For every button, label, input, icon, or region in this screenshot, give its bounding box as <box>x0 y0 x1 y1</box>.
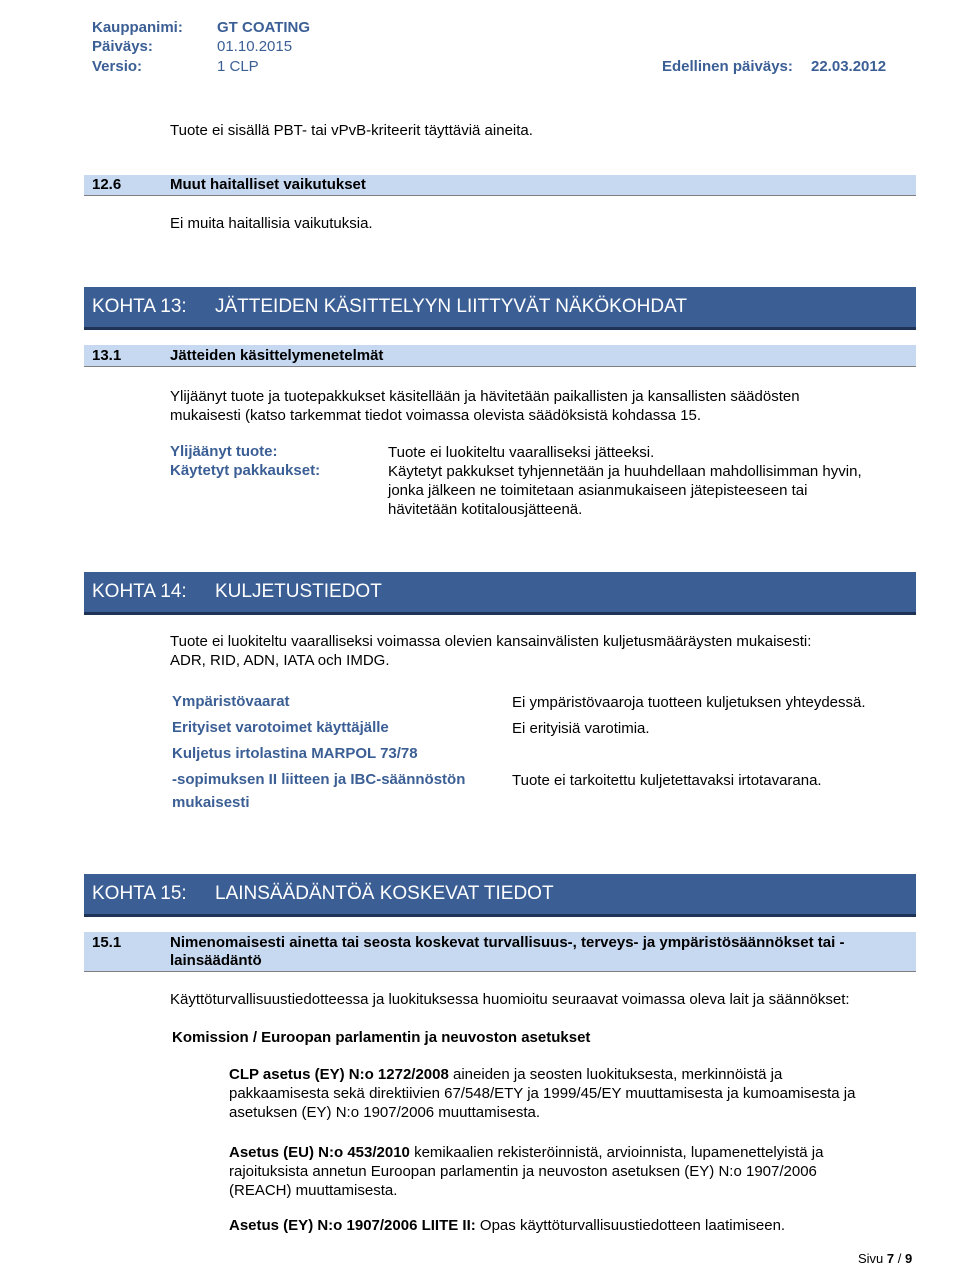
transport-paragraph-line-2: ADR, RID, ADN, IATA och IMDG. <box>170 652 390 669</box>
subsection-title: Jätteiden käsittelymenetelmät <box>170 347 384 364</box>
pbt-statement: Tuote ei sisällä PBT- tai vPvB-kriteerit täyttäviä aineita. <box>170 122 533 139</box>
clp-regulation-desc: aineiden ja seosten luokituksesta, merkinnöistä ja <box>453 1066 783 1083</box>
subsection-title-line-1: Nimenomaisesti ainetta tai seosta koskevat turvallisuus-, terveys- ja ympäristösäännökset tai - <box>170 934 845 951</box>
reg-453-desc: kemikaalien rekisteröinnistä, arvioinnista, lupamenettelyistä ja <box>414 1144 824 1161</box>
reg-annex-ii-line <box>229 1216 785 1235</box>
subsection-title: Muut haitalliset vaikutukset <box>170 176 366 193</box>
clp-regulation-line-1 <box>229 1065 913 1084</box>
section-title: KULJETUSTIEDOT <box>215 581 382 602</box>
section-13-bar <box>84 287 916 330</box>
page-number <box>858 1251 912 1266</box>
date-value: 01.10.2015 <box>217 38 293 55</box>
section-number: KOHTA 13: <box>92 296 187 317</box>
version-label: Versio: <box>92 58 143 75</box>
used-packaging-label: Käytetyt pakkaukset: <box>170 462 321 479</box>
date-label: Päiväys: <box>92 38 153 55</box>
used-packaging-value-line-3: hävitetään kotitalousjätteenä. <box>388 501 583 518</box>
regulations-heading: Komission / Euroopan parlamentin ja neuvoston asetukset <box>172 1029 591 1046</box>
subsection-number: 15.1 <box>92 934 122 951</box>
other-effects-text: Ei muita haitallisia vaikutuksia. <box>170 215 373 232</box>
section-title: JÄTTEIDEN KÄSITTELYYN LIITTYVÄT NÄKÖKOHDAT <box>215 296 687 317</box>
company-value: GT COATING <box>217 19 311 36</box>
transport-label-accordance: mukaisesti <box>172 794 250 811</box>
leftover-product-label: Ylijäänyt tuote: <box>170 443 278 460</box>
section-15-bar <box>84 874 916 917</box>
subsection-number: 12.6 <box>92 176 122 193</box>
transport-label-ibc: -sopimuksen II liitteen ja IBC-säännöstön <box>172 771 466 788</box>
page-total: 9 <box>905 1251 913 1266</box>
waste-paragraph-line-1: Ylijäänyt tuote ja tuotepakkukset käsitellään ja hävitetään paikallisten ja kansallisten säädösten <box>170 388 800 405</box>
transport-paragraph-line-1: Tuote ei luokiteltu vaaralliseksi voimassa olevien kansainvälisten kuljetusmääräysten mukaisesti: <box>170 633 812 650</box>
reg-453-line-1 <box>229 1143 913 1162</box>
subsection-title-line-2: lainsäädäntö <box>170 952 262 969</box>
transport-label-marpol: Kuljetus irtolastina MARPOL 73/78 <box>172 745 418 762</box>
section-number: KOHTA 14: <box>92 581 187 602</box>
section-title: LAINSÄÄDÄNTÖÄ KOSKEVAT TIEDOT <box>215 883 554 904</box>
transport-label-precautions: Erityiset varotoimet käyttäjälle <box>172 719 389 736</box>
page-label: Sivu <box>858 1251 884 1266</box>
company-label: Kauppanimi: <box>92 19 183 36</box>
previous-date-value: 22.03.2012 <box>811 58 887 75</box>
transport-label-environment: Ympäristövaarat <box>172 693 290 710</box>
leftover-product-value: Tuote ei luokiteltu vaaralliseksi jätteeksi. <box>388 444 655 461</box>
subsection-number: 13.1 <box>92 347 122 364</box>
page-current: 7 <box>886 1251 895 1266</box>
subsection-12-6-bar <box>84 175 916 196</box>
reg-annex-ii-title: Asetus (EY) N:o 1907/2006 LIITE II: <box>229 1217 476 1234</box>
transport-value-bulk: Tuote ei tarkoitettu kuljetettavaksi irtotavarana. <box>512 772 822 789</box>
subsection-15-1-bar <box>84 932 916 972</box>
page-separator: / <box>897 1251 902 1266</box>
used-packaging-value-line-1: Käytetyt pakkukset tyhjennetään ja huuhdellaan mahdollisimman hyvin, <box>388 463 862 480</box>
section-number: KOHTA 15: <box>92 883 187 904</box>
previous-date-label: Edellinen päiväys: <box>662 58 793 75</box>
clp-regulation-line-3: asetuksen (EY) N:o 1907/2006 muuttamisesta. <box>229 1104 541 1121</box>
regulations-intro: Käyttöturvallisuustiedotteessa ja luokituksessa huomioitu seuraavat voimassa oleva lait ja säännökset: <box>170 991 850 1008</box>
section-14-bar <box>84 572 916 615</box>
reg-453-line-3: (REACH) muuttamisesta. <box>229 1182 398 1199</box>
clp-regulation-title: CLP asetus (EY) N:o 1272/2008 <box>229 1066 449 1083</box>
transport-value-precautions: Ei erityisiä varotimia. <box>512 720 650 737</box>
waste-paragraph-line-2: mukaisesti (katso tarkemmat tiedot voimassa olevista säädöksistä kohdassa 15. <box>170 407 702 424</box>
used-packaging-value-line-2: jonka jälkeen ne toimitetaan asianmukaiseen jätepisteeseen tai <box>388 482 808 499</box>
subsection-13-1-bar <box>84 345 916 367</box>
reg-453-line-2: rajoituksista annetun Euroopan parlamentin ja neuvoston asetuksen (EY) N:o 1907/2006 <box>229 1163 817 1180</box>
transport-value-environment: Ei ympäristövaaroja tuotteen kuljetuksen yhteydessä. <box>512 694 866 711</box>
reg-annex-ii-desc: Opas käyttöturvallisuustiedotteen laatimiseen. <box>479 1217 786 1234</box>
reg-453-title: Asetus (EU) N:o 453/2010 <box>229 1144 410 1161</box>
version-value: 1 CLP <box>217 58 259 75</box>
clp-regulation-line-2: pakkaamisesta sekä direktiivien 67/548/ETY ja 1999/45/EY muuttamisesta ja kumoamisesta ja <box>229 1085 856 1102</box>
